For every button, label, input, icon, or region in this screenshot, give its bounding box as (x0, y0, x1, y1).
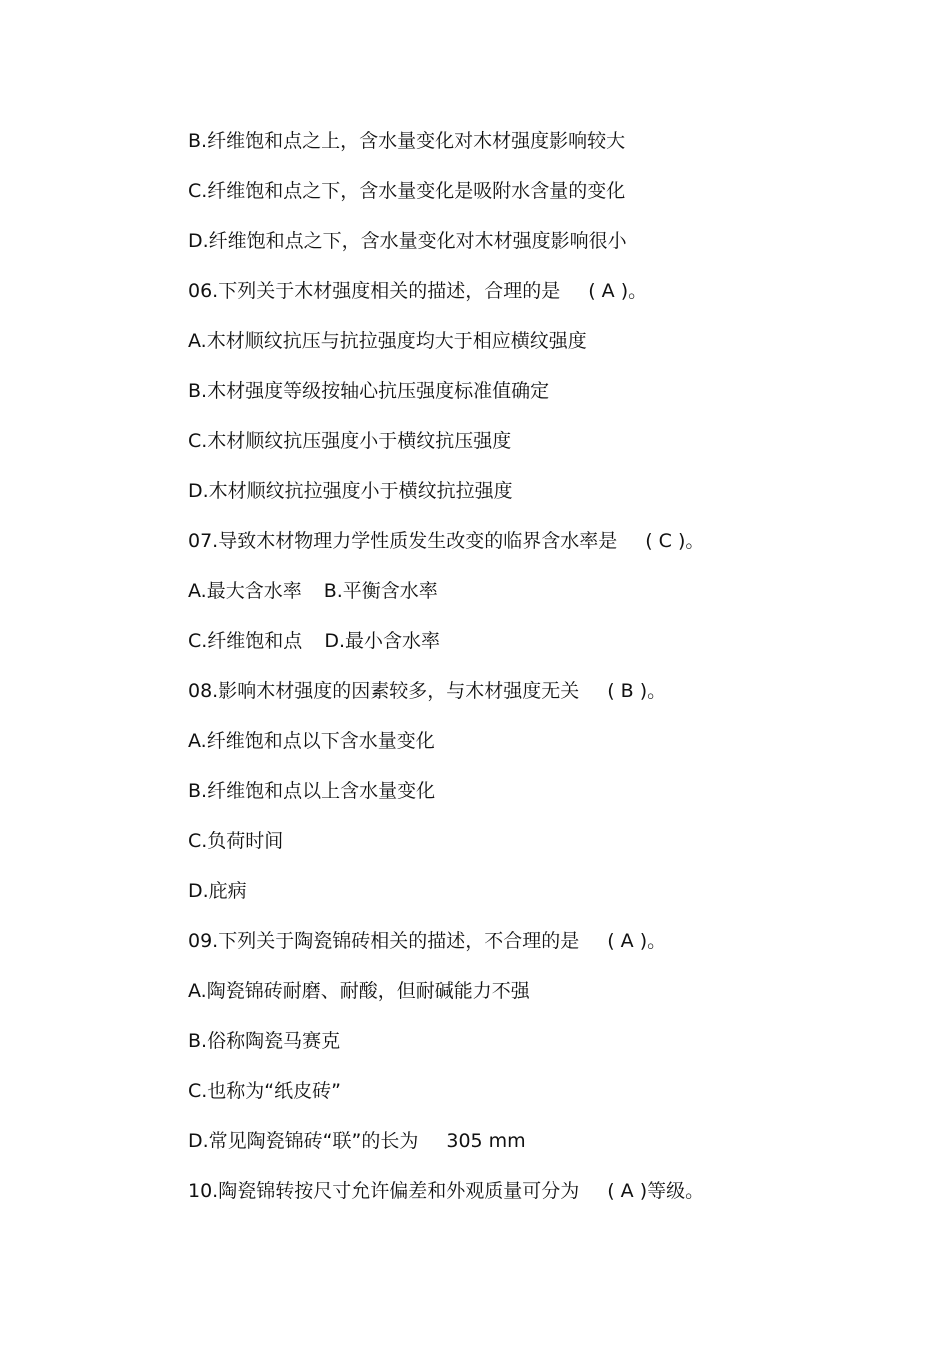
question-line-09 (188, 926, 888, 976)
option-text: C.负荷时间 (188, 830, 284, 852)
option-line (188, 326, 888, 376)
option-line (188, 1026, 888, 1076)
option-value: 305 mm (446, 1130, 526, 1152)
option-text: A.最大含水率 (188, 580, 302, 602)
option-text: D.纤维饱和点之下，含水量变化对木材强度影响很小 (188, 230, 627, 252)
option-text: C.也称为“纸皮砖” (188, 1080, 341, 1102)
answer-text: ( A )等级。 (607, 1180, 705, 1202)
option-text: B.纤维饱和点之上，含水量变化对木材强度影响较大 (188, 130, 626, 152)
option-line (188, 376, 888, 426)
question-line-07 (188, 526, 888, 576)
answer-text: ( B )。 (607, 680, 667, 702)
question-text: 09.下列关于陶瓷锦砖相关的描述，不合理的是 (188, 930, 580, 952)
question-text: 06.下列关于木材强度相关的描述，合理的是 (188, 280, 561, 302)
option-line (188, 876, 888, 926)
option-text: C.纤维饱和点之下，含水量变化是吸附水含量的变化 (188, 180, 626, 202)
option-line (188, 776, 888, 826)
option-text: C.木材顺纹抗压强度小于横纹抗压强度 (188, 430, 512, 452)
option-line (188, 1076, 888, 1126)
option-text: D.最小含水率 (324, 630, 440, 652)
question-list (188, 126, 888, 1226)
option-text: B.俗称陶瓷马赛克 (188, 1030, 341, 1052)
question-text: 10.陶瓷锦转按尺寸允许偏差和外观质量可分为 (188, 1180, 580, 1202)
option-line (188, 576, 888, 626)
option-text: C.纤维饱和点 (188, 630, 303, 652)
option-line (188, 1126, 888, 1176)
option-text: B.木材强度等级按轴心抗压强度标准值确定 (188, 380, 550, 402)
option-line (188, 726, 888, 776)
answer-text: ( C )。 (645, 530, 705, 552)
option-text: D.木材顺纹抗拉强度小于横纹抗拉强度 (188, 480, 513, 502)
option-line (188, 176, 888, 226)
option-text: D.常见陶瓷锦砖“联”的长为 (188, 1130, 419, 1152)
question-text: 08.影响木材强度的因素较多，与木材强度无关 (188, 680, 580, 702)
option-text: A.纤维饱和点以下含水量变化 (188, 730, 435, 752)
question-line-10 (188, 1176, 888, 1226)
option-line (188, 626, 888, 676)
option-text: A.木材顺纹抗压与抗拉强度均大于相应横纹强度 (188, 330, 587, 352)
option-text: A.陶瓷锦砖耐磨、耐酸，但耐碱能力不强 (188, 980, 530, 1002)
option-text: B.纤维饱和点以上含水量变化 (188, 780, 436, 802)
option-line (188, 226, 888, 276)
option-text: B.平衡含水率 (323, 580, 438, 602)
answer-text: ( A )。 (588, 280, 648, 302)
option-line (188, 126, 888, 176)
question-text: 07.导致木材物理力学性质发生改变的临界含水率是 (188, 530, 618, 552)
answer-text: ( A )。 (607, 930, 667, 952)
option-line (188, 426, 888, 476)
option-line (188, 476, 888, 526)
question-line-06 (188, 276, 888, 326)
option-text: D.庇病 (188, 880, 247, 902)
option-line (188, 826, 888, 876)
option-line (188, 976, 888, 1026)
question-line-08 (188, 676, 888, 726)
